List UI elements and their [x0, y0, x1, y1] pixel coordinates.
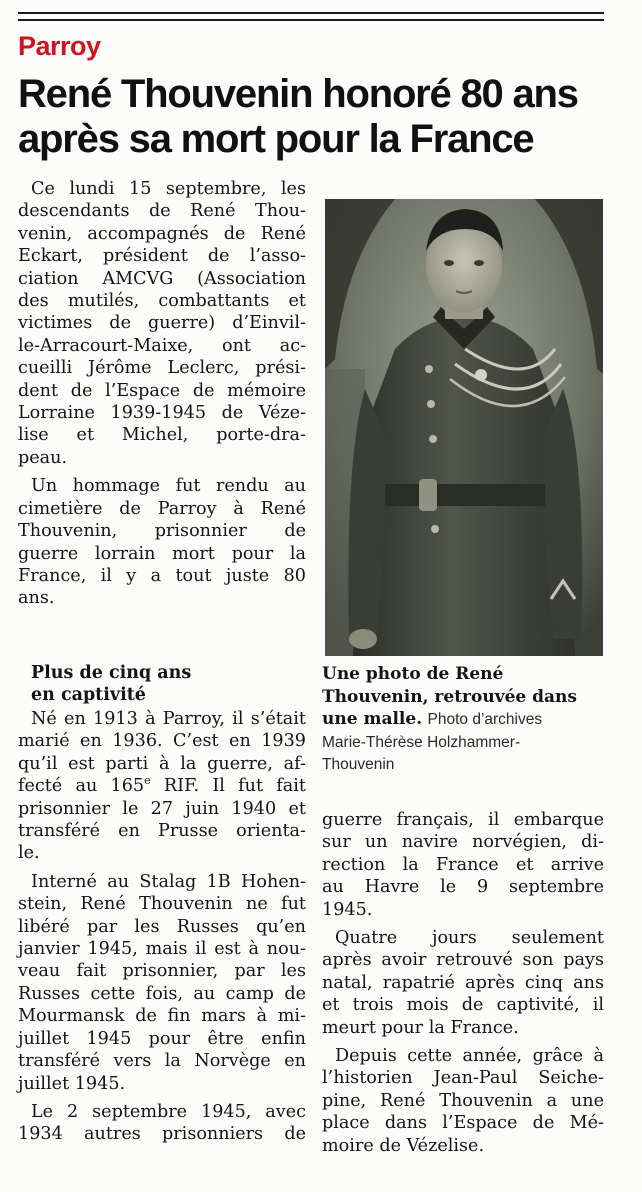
caption-title: Une photo de René — [322, 664, 504, 684]
text-line: rection la France et arrive — [322, 854, 604, 875]
text-line: marié en 1936. C’est en 1939 — [18, 731, 306, 752]
text-line: guerre français, il embarque — [322, 810, 604, 830]
photo-credit: Photo d’archives — [427, 711, 543, 728]
intro-paragraph-2 — [18, 475, 306, 609]
text-line: Né en 1913 à Parroy, il s’était — [31, 709, 306, 729]
captivity-paragraph-2 — [18, 871, 306, 1095]
text-line: peau. — [18, 447, 68, 468]
text-line: dent de l’Espace de mémoire — [18, 380, 306, 401]
text-line: lise et Michel, porte-dra- — [18, 425, 306, 446]
return-paragraph-2 — [322, 927, 604, 1039]
headline-line: René Thouvenin honoré 80 ans — [18, 72, 578, 116]
text-line: janvier 1945, mais il est à nou- — [18, 939, 306, 960]
text-line: Interné au Stalag 1B Hohen- — [31, 871, 306, 892]
article-headline — [18, 72, 628, 162]
text-line: France, il y a tout juste 80 — [18, 565, 306, 586]
text-line: transféré en Prusse orienta- — [18, 821, 306, 842]
text-line: cimetière de Parroy à René — [18, 498, 306, 519]
text-line: natal, rapatrié après cinq ans — [322, 972, 604, 993]
text-line: Un hommage fut rendu au — [31, 476, 306, 497]
text-line: cueilli Jérôme Leclerc, prési- — [18, 358, 306, 379]
text-line: descendants de René Thou- — [18, 201, 306, 222]
caption-title: une malle. — [322, 709, 423, 729]
text-line: qu’il est parti à la guerre, af- — [18, 753, 306, 774]
text-line: stein, René Thouvenin ne fut — [18, 894, 306, 915]
text-line: Depuis cette année, grâce à — [335, 1046, 604, 1067]
text-line: ans. — [18, 588, 55, 609]
text-line: ciation AMCVG (Association — [18, 268, 306, 289]
text-line: Russes cette fois, au camp de — [18, 983, 306, 1004]
text-line: moire de Vézelise. — [322, 1135, 485, 1156]
text-line: le-Arracourt-Maixe, ont ac- — [18, 335, 306, 356]
text-line: Le 2 septembre 1945, avec — [31, 1101, 306, 1122]
section-kicker: Parroy — [18, 31, 101, 61]
text-line: Eckart, président de l’asso- — [18, 246, 306, 267]
text-line: transféré vers la Norvège en — [18, 1051, 306, 1072]
headline-line: après sa mort pour la France — [18, 117, 534, 161]
photo-credit: Marie-Thérèse Holzhammer- — [322, 733, 521, 751]
caption-title: Thouvenin, retrouvée dans — [322, 686, 577, 707]
text-line: prisonnier le 27 juin 1940 et — [18, 798, 306, 819]
text-line: sur un navire norvégien, di- — [322, 832, 604, 853]
text-line: place dans l’Espace de Mé- — [322, 1113, 604, 1134]
captivity-paragraph-1 — [18, 708, 306, 865]
text-line: et trois mois de captivité, il — [322, 995, 604, 1016]
text-line: Ce lundi 15 septembre, les — [31, 179, 306, 199]
subheading-line: Plus de cinq ans — [31, 663, 192, 683]
text-line: 1934 autres prisonniers de — [18, 1124, 306, 1145]
captivity-paragraph-3 — [18, 1101, 306, 1146]
text-line: juillet 1945 pour être enfin — [18, 1028, 306, 1049]
subheading-line: en captivité — [31, 685, 146, 705]
text-line: fecté au 165e RIF. Il fut fait — [18, 774, 306, 797]
text-line: guerre lorrain mort pour la — [18, 543, 306, 564]
text-line: le. — [18, 843, 40, 864]
portrait-photo-illustration — [325, 199, 603, 656]
text-line: 1945. — [322, 899, 373, 920]
subheading — [31, 662, 306, 706]
return-paragraph-3 — [322, 1045, 604, 1157]
text-line: Lorraine 1939-1945 de Véze- — [18, 403, 306, 424]
text-line: après avoir retrouvé son pays — [322, 950, 604, 971]
return-paragraph-1 — [322, 809, 604, 921]
portrait-photo — [325, 199, 603, 656]
text-line: veau fait prisonnier, par les — [18, 961, 306, 982]
text-line: venin, accompagnés de René — [18, 223, 306, 244]
text-line: Quatre jours seulement — [335, 928, 604, 949]
text-line: au Havre le 9 septembre — [322, 877, 604, 898]
top-rule-secondary — [18, 19, 604, 21]
top-rule — [18, 12, 604, 14]
text-line: victimes de guerre) d’Einvil- — [18, 313, 306, 334]
text-line: Mourmansk de fin mars à mi- — [18, 1006, 306, 1027]
photo-caption — [322, 663, 607, 777]
text-line: libéré par les Russes qu’en — [18, 916, 306, 937]
text-line: meurt pour la France. — [322, 1017, 519, 1038]
photo-credit: Thouvenin — [322, 756, 395, 773]
intro-column — [18, 178, 306, 616]
text-line: des mutilés, combattants et — [18, 291, 306, 312]
text-line: pine, René Thouvenin a une — [322, 1090, 604, 1111]
intro-paragraph-1 — [18, 178, 306, 469]
text-line: juillet 1945. — [18, 1073, 126, 1094]
text-line: Thouvenin, prisonnier de — [18, 521, 306, 542]
text-line: l’historien Jean-Paul Seiche- — [322, 1068, 604, 1089]
captivity-column — [18, 662, 306, 1152]
return-column — [322, 809, 604, 1163]
